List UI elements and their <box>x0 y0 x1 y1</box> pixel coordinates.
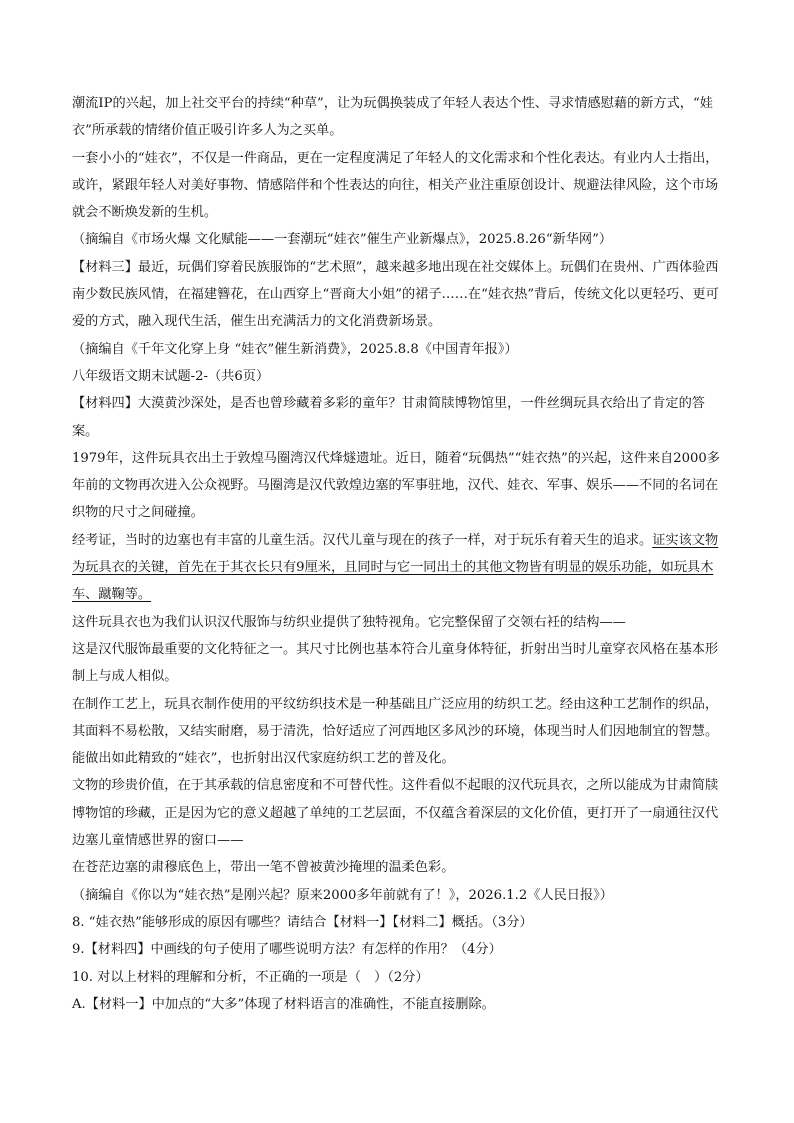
underlined-sentence: 证实该文物为玩具衣的关键，首先在于其衣长只有9厘米，且同时与它一同出土的其他文物皆有明显的娱乐功能，如玩具木车、蹴鞠等。 <box>72 532 719 603</box>
question-10-option-a: A.【材料一】中加点的“大多”体现了材料语言的准确性，不能直接删除。 <box>72 996 495 1012</box>
paragraph-evidence-plain: 经考证，当时的边塞也有丰富的儿童生活。汉代儿童与现在的孩子一样，对于玩乐有着天生的追求。 <box>72 532 653 548</box>
page-footer-label: 八年级语文期末试题-2-（共6页） <box>72 368 270 384</box>
paragraph-craft: 在制作工艺上，玩具衣制作使用的平纹纺织技术是一种基础且广泛应用的纺织工艺。经由这种工艺制作的织品，其面料不易松散，又结实耐磨，易于清洗，恰好适应了河西地区多风沙的环境，体现当时人们因地制宜的智慧。能做出如此精致的“娃衣”，也折射出汉代家庭纺织工艺的普及化。 <box>72 696 719 767</box>
paragraph-2: 一套小小的“娃衣”，不仅是一件商品，更在一定程度满足了年轻人的文化需求和个性化表达。有业内人士指出，或许，紧跟年轻人对美好事物、情感陪伴和个性表达的向往，相关产业注重原创设计、规避法律风险，这个市场就会不断焕发新的生机。 <box>72 150 719 221</box>
source-citation-1: （摘编自《市场火爆 文化赋能——一套潮玩“娃衣”催生产业新爆点》，2025.8.26“新华网”） <box>72 232 613 248</box>
paragraph-excavation: 1979年，这件玩具衣出土于敦煌马圈湾汉代烽燧遗址。近日，随着“玩偶热”“娃衣热”的兴起，这件来自2000多年前的文物再次进入公众视野。马圈湾是汉代敦煌边塞的军事驻地，汉代、娃衣、军事、娱乐——不同的名词在织物的尺寸之间碰撞。 <box>72 450 720 521</box>
paragraph-closing: 在苍茫边塞的肃穆底色上，带出一笔不曾被黄沙掩埋的温柔色彩。 <box>72 860 455 876</box>
question-10: 10. 对以上材料的理解和分析，不正确的一项是（ ）（2分） <box>72 969 429 985</box>
source-citation-2: （摘编自《千年文化穿上身 “娃衣”催生新消费》，2025.8.8《中国青年报》） <box>72 341 518 357</box>
material-four-intro: 【材料四】大漠黄沙深处，是否也曾珍藏着多彩的童年？甘肃简牍博物馆里，一件丝绸玩具衣给出了肯定的答案。 <box>72 396 705 439</box>
paragraph-perspective: 这件玩具衣也为我们认识汉代服饰与纺织业提供了独特视角。它完整保留了交领右衽的结构—— <box>72 614 626 630</box>
paragraph-value: 文物的珍贵价值，在于其承载的信息密度和不可替代性。这件看似不起眼的汉代玩具衣，之所以能成为甘肃简牍博物馆的珍藏，正是因为它的意义超越了单纯的工艺层面，不仅蕴含着深层的文化价值，更打开了一扇通往汉代边塞儿童情感世界的窗口—— <box>72 778 719 849</box>
material-three: 【材料三】最近，玩偶们穿着民族服饰的“艺术照”，越来越多地出现在社交媒体上。玩偶们在贵州、广西体验西南少数民族风情，在福建簪花，在山西穿上“晋商大小姐”的裙子……在“娃衣热”背后，传统文化以更轻巧、更可爱的方式，融入现代生活，催生出充满活力的文化消费新场景。 <box>72 259 719 330</box>
paragraph-feature: 这是汉代服饰最重要的文化特征之一。其尺寸比例也基本符合儿童身体特征，折射出当时儿童穿衣风格在基本形制上与成人相似。 <box>72 641 719 685</box>
question-8: 8. “娃衣热”能够形成的原因有哪些？请结合【材料一】【材料二】概括。（3分） <box>72 914 533 930</box>
document-page <box>72 90 722 1018</box>
source-citation-3: （摘编自《你以为“娃衣热”是刚兴起？原来2000多年前就有了！》，2026.1.2《人民日报》） <box>72 887 613 903</box>
paragraph-evidence <box>72 527 722 609</box>
paragraph-1: 潮流IP的兴起，加上社交平台的持续“种草”，让为玩偶换装成了年轻人表达个性、寻求情感慰藉的新方式，“娃衣”所承载的情绪价值正吸引许多人为之买单。 <box>72 96 713 139</box>
question-9: 9.【材料四】中画线的句子使用了哪些说明方法？有怎样的作用？（4分） <box>72 942 502 958</box>
